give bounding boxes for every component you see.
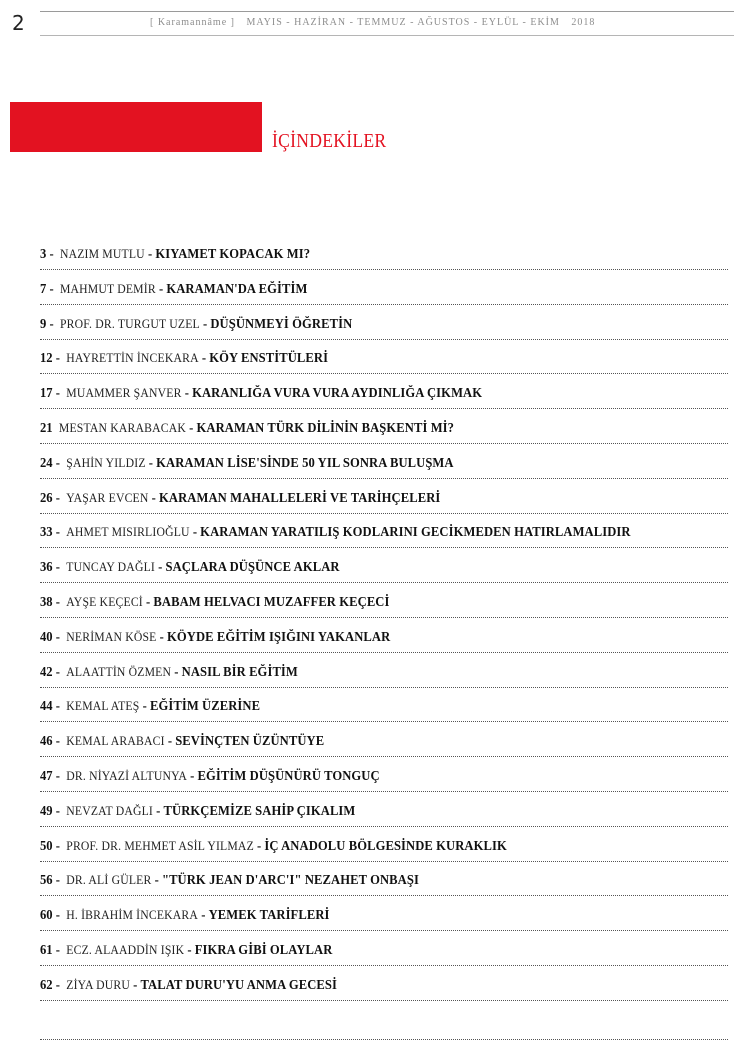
toc-article-title: BABAM HELVACI MUZAFFER KEÇECİ [153, 594, 390, 610]
toc-author: MESTAN KARABACAK [58, 419, 186, 435]
toc-page-number: 50 - [40, 838, 60, 854]
toc-article-title: EĞİTİM ÜZERİNE [149, 699, 261, 715]
toc-separator: - [139, 699, 150, 715]
toc-entry-row [40, 768, 380, 785]
toc-article-title: SEVİNÇTEN ÜZÜNTÜYE [175, 734, 325, 750]
toc-article-title: SAÇLARA DÜŞÜNCE AKLAR [165, 560, 340, 576]
toc-entry-row [40, 246, 310, 263]
toc-article-title: KIYAMET KOPACAK MI? [155, 247, 311, 262]
toc-author: DR. NİYAZİ ALTUNYA [66, 767, 188, 783]
toc-entry-row [40, 838, 507, 855]
toc-page-number: 24 - [40, 455, 60, 471]
toc-separator: - [151, 873, 162, 889]
toc-entry-row [40, 455, 454, 472]
toc-entry[interactable] [40, 971, 728, 1006]
toc-entry[interactable] [40, 623, 728, 658]
toc-page-number: 61 - [40, 942, 60, 958]
toc-author: AHMET MISIRLIOĞLU [66, 524, 190, 540]
toc-author: PROF. DR. MEHMET ASİL YILMAZ [66, 837, 254, 853]
toc-author: ALAATTİN ÖZMEN [66, 663, 172, 679]
toc-page-number: 49 - [40, 803, 60, 819]
toc-separator: - [155, 281, 167, 297]
toc-page-number: 12 - [40, 351, 60, 367]
toc-article-title: KARAMAN'DA EĞİTİM [166, 281, 308, 297]
toc-entry-row [40, 872, 419, 889]
toc-entry[interactable] [40, 379, 728, 414]
toc-entry[interactable] [40, 866, 728, 901]
toc-author: YAŞAR EVCEN [66, 489, 149, 505]
toc-entry[interactable] [40, 240, 728, 275]
toc-page-number: 33 - [40, 525, 60, 541]
toc-entry[interactable] [40, 588, 728, 623]
toc-author: H. İBRAHİM İNCEKARA [66, 907, 199, 923]
toc-page-number: 3 - [40, 247, 54, 262]
toc-page-number: 62 - [40, 977, 60, 993]
toc-article-title: DÜŞÜNMEYİ ÖĞRETİN [210, 316, 353, 332]
toc-entry[interactable] [40, 275, 728, 310]
toc-entry[interactable] [40, 727, 728, 762]
toc-author: MUAMMER ŞANVER [66, 385, 182, 401]
toc-entry[interactable] [40, 553, 728, 588]
toc-entry-row [40, 350, 328, 367]
toc-entry[interactable] [40, 797, 728, 832]
toc-entry[interactable] [40, 901, 728, 936]
toc-separator: - [199, 316, 211, 332]
toc-entry-row [40, 490, 440, 507]
toc-separator: - [142, 594, 154, 610]
toc-separator: - [184, 942, 195, 958]
toc-page-number: 56 - [40, 873, 60, 889]
toc-article-title: KÖY ENSTİTÜLERİ [209, 351, 329, 367]
toc-separator: - [198, 908, 209, 924]
toc-author: NERİMAN KÖSE [66, 628, 157, 644]
toc-article-title: NASIL BİR EĞİTİM [181, 664, 298, 680]
toc-entry-row [40, 524, 631, 541]
toc-page-number: 38 - [40, 594, 60, 610]
toc-article-title: İÇ ANADOLU BÖLGESİNDE KURAKLIK [264, 838, 507, 854]
toc-author: PROF. DR. TURGUT UZEL [59, 315, 200, 331]
toc-separator: - [156, 629, 167, 645]
toc-separator: - [189, 525, 201, 541]
section-accent-bar [10, 102, 262, 152]
toc-entry-row [40, 281, 308, 298]
toc-article-title: EĞİTİM DÜŞÜNÜRÜ TONGUÇ [197, 768, 380, 784]
toc-author: ECZ. ALAADDİN IŞIK [66, 941, 185, 957]
toc-page-number: 44 - [40, 699, 60, 715]
toc-separator: - [181, 386, 193, 402]
journal-name: [ Karamannâme ] [150, 17, 235, 28]
toc-page-number: 7 - [40, 281, 54, 297]
toc-entry[interactable] [40, 344, 728, 379]
toc-page-number: 60 - [40, 908, 60, 924]
toc-page-number: 26 - [40, 490, 60, 506]
toc-entry-row [40, 733, 324, 750]
toc-separator: - [153, 803, 164, 819]
bottom-dotted-rule [40, 1039, 728, 1040]
header-top-rule [40, 11, 734, 12]
toc-page-number: 47 - [40, 768, 60, 784]
toc-page-number: 40 - [40, 629, 60, 645]
running-header [150, 17, 603, 28]
toc-entry-row [40, 698, 260, 715]
toc-separator: - [148, 490, 160, 506]
toc-separator: - [145, 455, 157, 471]
toc-page-number: 42 - [40, 664, 60, 680]
toc-entry-row [40, 594, 389, 611]
toc-article-title: KARAMAN TÜRK DİLİNİN BAŞKENTİ Mİ? [196, 420, 455, 436]
toc-article-title: TALAT DURU'YU ANMA GECESİ [140, 977, 337, 993]
toc-separator: - [154, 560, 166, 576]
toc-page-number: 9 - [40, 316, 54, 332]
toc-separator: - [187, 768, 198, 784]
toc-author: ZİYA DURU [66, 976, 130, 992]
toc-entry-row [40, 664, 298, 681]
toc-entry[interactable] [40, 449, 728, 484]
section-title: İÇİNDEKİLER [272, 130, 387, 152]
toc-article-title: KARAMAN LİSE'SİNDE 50 YIL SONRA BULUŞMA [156, 455, 454, 471]
toc-author: MAHMUT DEMİR [59, 280, 156, 296]
toc-separator: - [171, 664, 182, 680]
issue-months: MAYIS - HAZİRAN - TEMMUZ - AĞUSTOS - EYLÜL - EKİM [246, 17, 560, 28]
toc-page-number: 46 - [40, 734, 60, 750]
toc-author: TUNCAY DAĞLI [66, 559, 155, 575]
toc-article-title: YEMEK TARİFLERİ [208, 908, 330, 924]
toc-article-title: TÜRKÇEMİZE SAHİP ÇIKALIM [163, 803, 356, 819]
header-bottom-rule [40, 35, 734, 36]
toc-entry-row [40, 420, 454, 437]
toc-separator: - [198, 351, 210, 367]
toc-article-title: "TÜRK JEAN D'ARC'I" NEZAHET ONBAŞI [161, 873, 419, 889]
toc-entry-row [40, 385, 482, 402]
page-number: 2 [12, 11, 25, 35]
toc-entry-row [40, 559, 340, 576]
toc-entry[interactable] [40, 832, 728, 867]
toc-separator: - [253, 838, 265, 854]
toc-entry-row [40, 907, 330, 924]
toc-author: KEMAL ATEŞ [66, 698, 140, 714]
toc-author: HAYRETTİN İNCEKARA [66, 350, 199, 366]
toc-separator: - [144, 247, 156, 262]
issue-year: 2018 [571, 17, 596, 28]
toc-article-title: KARAMAN MAHALLELERİ VE TARİHÇELERİ [159, 490, 441, 506]
toc-article-title: KARAMAN YARATILIŞ KODLARINI GECİKMEDEN HATIRLAMALIDIR [200, 525, 631, 541]
toc-entry-row [40, 977, 337, 994]
toc-entry[interactable] [40, 936, 728, 971]
toc-author: AYŞE KEÇECİ [66, 593, 143, 609]
toc-entry[interactable] [40, 414, 728, 449]
toc-entry[interactable] [40, 658, 728, 693]
toc-entry[interactable] [40, 692, 728, 727]
toc-author: NAZIM MUTLU [59, 246, 145, 261]
toc-entry[interactable] [40, 762, 728, 797]
toc-separator: - [164, 734, 176, 750]
toc-article-title: FIKRA GİBİ OLAYLAR [194, 942, 333, 958]
toc-author: DR. ALİ GÜLER [66, 872, 152, 888]
toc-author: KEMAL ARABACI [66, 733, 165, 749]
toc-separator: - [129, 977, 141, 993]
toc-author: NEVZAT DAĞLI [66, 802, 154, 818]
toc-page-number: 36 - [40, 560, 60, 576]
toc-entry[interactable] [40, 484, 728, 519]
table-of-contents [40, 240, 728, 1006]
toc-entry-row [40, 316, 352, 333]
toc-entry[interactable] [40, 310, 728, 345]
toc-entry-row [40, 803, 355, 820]
toc-entry-row [40, 629, 390, 646]
toc-article-title: KÖYDE EĞİTİM IŞIĞINI YAKANLAR [166, 629, 391, 645]
toc-article-title: KARANLIĞA VURA VURA AYDINLIĞA ÇIKMAK [192, 386, 483, 402]
toc-page-number: 21 [40, 420, 53, 436]
toc-entry-row [40, 942, 332, 959]
toc-page-number: 17 - [40, 386, 60, 402]
toc-entry[interactable] [40, 518, 728, 553]
toc-separator: - [185, 420, 197, 436]
toc-author: ŞAHİN YILDIZ [66, 454, 146, 470]
